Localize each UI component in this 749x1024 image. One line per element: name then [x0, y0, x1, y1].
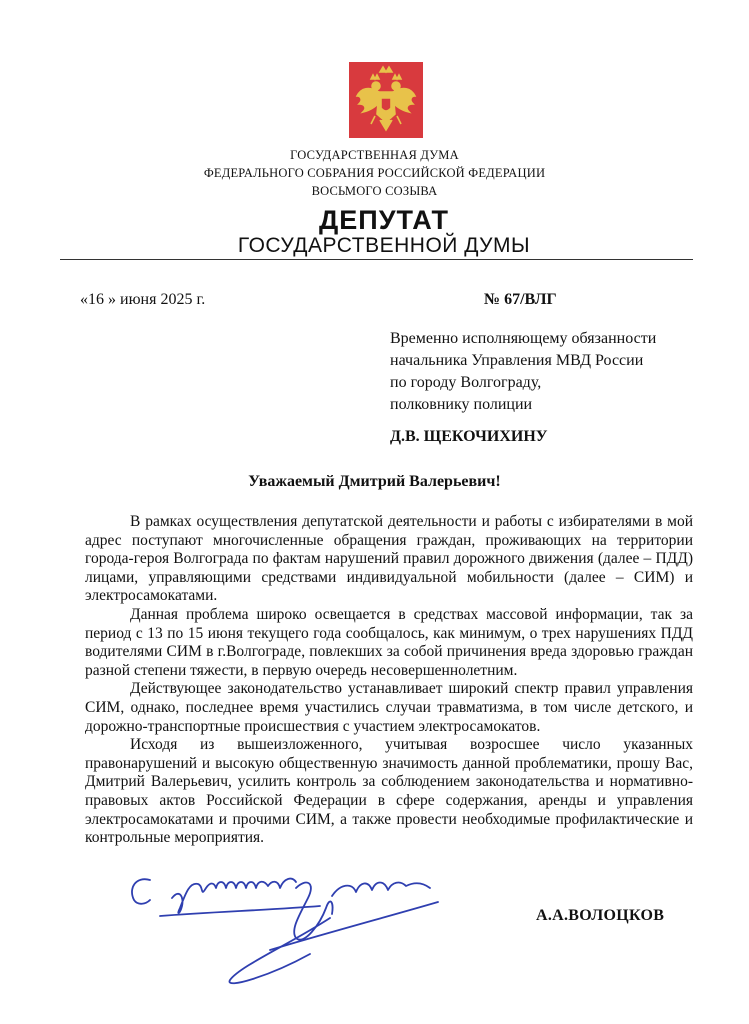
header-divider [60, 259, 693, 260]
recipient-line: полковнику полиции [390, 396, 533, 413]
recipient-block [390, 328, 656, 416]
body-paragraph: Действующее законодательство устанавливает широкий спектр правил управления СИМ, однако, последнее время участились случаи травматизма, в том числе детского, и дорожно-транспортные происшествия с участием электросамокатов. [85, 680, 693, 735]
russian-coat-of-arms-icon [349, 62, 423, 138]
greeting: Уважаемый Дмитрий Валерьевич! [248, 473, 501, 490]
letter-body [85, 513, 693, 848]
signer-name: А.А.ВОЛОЦКОВ [536, 907, 665, 924]
body-paragraph: В рамках осуществления депутатской деятельности и работы с избирателями в мой адрес поступают многочисленные обращения граждан, проживающих на территории города-героя Волгограда по фактам нарушений правил дорожного движения (далее – ПДД) лицами, управляющими средствами индивидуальной мобильности (далее – СИМ) и электросамокатами. [85, 513, 693, 605]
letterhead-subtitle: ГОСУДАРСТВЕННОЙ ДУМЫ [237, 234, 531, 257]
body-paragraph: Данная проблема широко освещается в средствах массовой информации, так за период с 13 по 15 июня текущего года сообщалось, как минимум, о трех нарушениях ПДД водителями СИМ в г.Волгограде, повлекших за собой причинения вреда здоровью граждан разной степени тяжести, в первую очередь несовершеннолетним. [85, 605, 693, 679]
recipient-line: Временно исполняющему обязанности [390, 330, 657, 347]
letter-date: «16 » июня 2025 г. [80, 291, 206, 308]
body-paragraph: Исходя из вышеизложенного, учитывая возросшее число указанных правонарушений и высокую общественную значимость данной проблематики, прошу Вас, Дмитрий Валерьевич, усилить контроль за соблюдением законодательства и нормативно-правовых актов Российской Федерации в сфере содержания, аренды и управления электросамокатами и прочими СИМ, а также провести необходимые профилактические и контрольные мероприятия. [85, 736, 693, 847]
registration-number: № 67/ВЛГ [484, 291, 557, 308]
letterhead-title: ДЕПУТАТ [319, 205, 449, 235]
org-name-line: ГОСУДАРСТВЕННАЯ ДУМА [290, 148, 459, 162]
handwritten-signature-icon [120, 858, 460, 998]
recipient-line: начальника Управления МВД России [390, 352, 644, 369]
org-name-line: ВОСЬМОГО СОЗЫВА [311, 184, 438, 198]
org-name-line: ФЕДЕРАЛЬНОГО СОБРАНИЯ РОССИЙСКОЙ ФЕДЕРАЦИИ [203, 166, 546, 180]
recipient-name: Д.В. ЩЕКОЧИХИНУ [390, 428, 548, 445]
recipient-line: по городу Волгограду, [390, 374, 542, 391]
